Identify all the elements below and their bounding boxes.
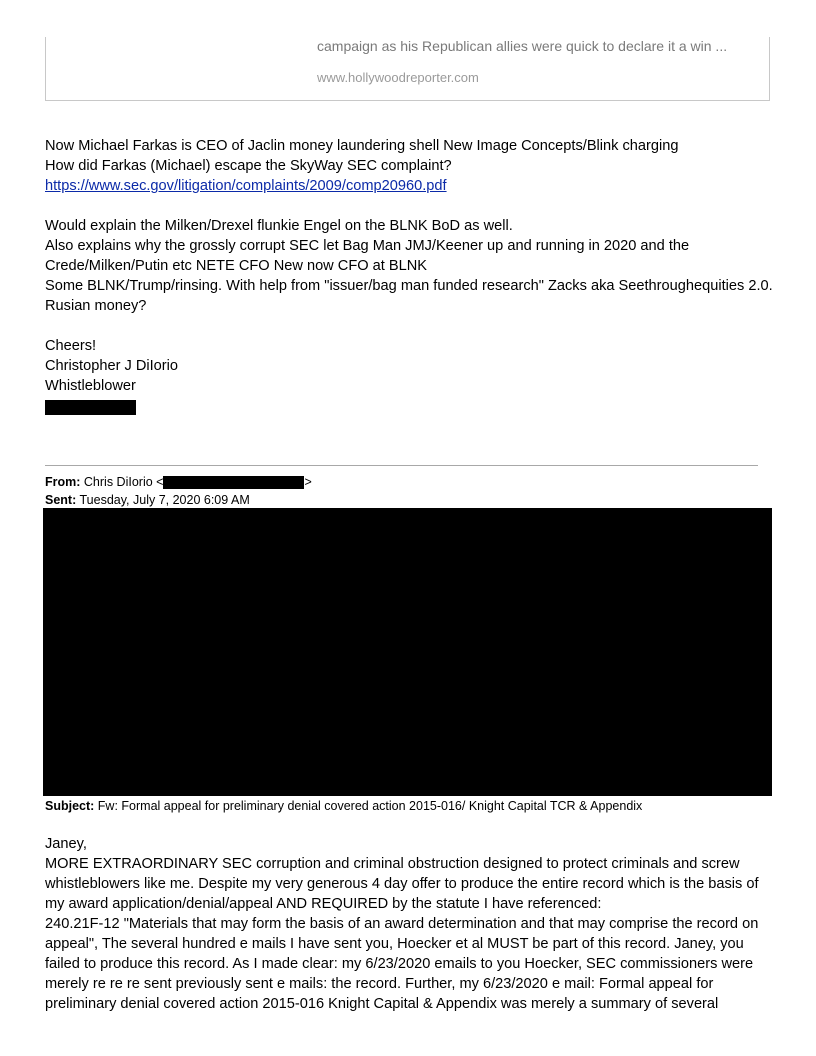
link-preview-card[interactable] xyxy=(45,37,770,101)
link-preview-domain: www.hollywoodreporter.com xyxy=(317,70,479,85)
body-paragraph: 240.21F-12 "Materials that may form the basis of an award determination and that may comprise the record on appeal", The several hundred e mails I have sent you, Hoecker et al MUST be part of this record. Janey, you failed to produce this record. As I made clear: my 6/23/2020 emails to you Hoecker, SEC commissioners were merely re re re sent previously sent e mails: the record. Further, my 6/23/2020 e mail: Formal appeal for preliminary denial covered action 2015-016 Knight Capital & Appendix was merely a summary of several xyxy=(45,916,759,1012)
email-body-1 xyxy=(45,136,780,416)
from-name: Chris DiIorio < xyxy=(83,475,164,489)
closing: Cheers! xyxy=(45,338,97,354)
signature-name: Christopher J DiIorio xyxy=(45,358,179,374)
body-line: Now Michael Farkas is CEO of Jaclin money laundering shell New Image Concepts/Blink charging xyxy=(45,138,679,154)
body-line: Would explain the Milken/Drexel flunkie Engel on the BLNK BoD as well. xyxy=(45,218,513,234)
from-label: From: xyxy=(45,475,81,489)
signature-title: Whistleblower xyxy=(45,378,136,394)
sent-label: Sent: xyxy=(45,493,77,507)
redaction-block xyxy=(45,400,136,415)
link-preview-snippet: campaign as his Republican allies were quick to declare it a win ... xyxy=(317,38,728,54)
email-body-2 xyxy=(45,834,780,1014)
forward-divider xyxy=(45,465,758,466)
sent-line xyxy=(45,492,250,508)
greeting: Janey, xyxy=(45,836,87,852)
redaction-block xyxy=(163,476,304,489)
subject-value: Fw: Formal appeal for preliminary denial covered action 2015-016/ Knight Capital TCR & Appendix xyxy=(97,799,643,813)
body-line: Also explains why the grossly corrupt SEC let Bag Man JMJ/Keener up and running in 2020 and the Crede/Milken/Putin etc NETE CFO New now CFO at BLNK xyxy=(45,238,690,274)
body-line: Some BLNK/Trump/rinsing. With help from "issuer/bag man funded research" Zacks aka Seethroughequities 2.0. Rusian money? xyxy=(45,278,773,314)
subject-label: Subject: xyxy=(45,799,95,813)
body-line: How did Farkas (Michael) escape the SkyWay SEC complaint? xyxy=(45,158,452,174)
sec-complaint-link[interactable]: https://www.sec.gov/litigation/complaints/2009/comp20960.pdf xyxy=(45,178,447,194)
from-close: > xyxy=(304,475,312,489)
sent-value: Tuesday, July 7, 2020 6:09 AM xyxy=(79,493,250,507)
subject-line xyxy=(45,798,642,814)
from-line xyxy=(45,474,312,490)
body-paragraph: MORE EXTRAORDINARY SEC corruption and criminal obstruction designed to protect criminals and screw whistleblowers like me. Despite my very generous 4 day offer to produce the entire record which is the basis of my award application/denial/appeal AND REQUIRED by the statute I have referenced: xyxy=(45,856,759,912)
redaction-block xyxy=(43,508,772,796)
